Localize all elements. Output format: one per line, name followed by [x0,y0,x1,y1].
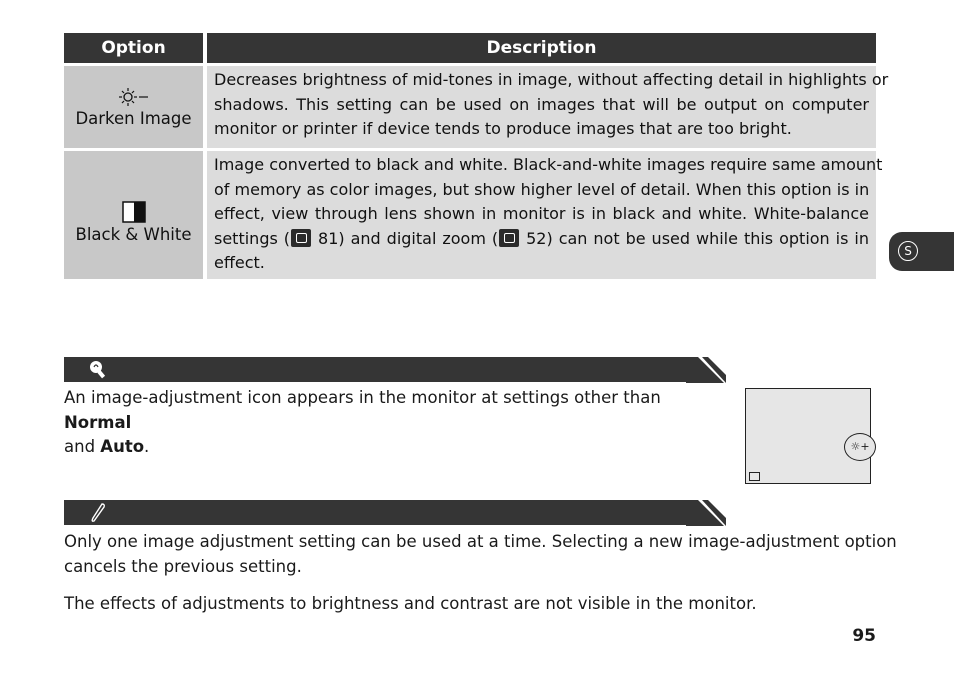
option-cell-darken-image [64,66,203,148]
tip-icon [88,359,110,385]
tip-section-bar [64,357,686,382]
tip-bar-end-stripes [686,357,726,383]
description-line: effect, view through lens shown in monitor is in black and white. White-balance [214,204,869,224]
page-reference-icon [499,229,519,247]
note-paragraph-2: The effects of adjustments to brightness and contrast are not visible in the monitor. [64,594,757,613]
page-number: 95 [852,626,876,646]
description-cell-black-white [207,151,883,279]
black-white-icon [122,201,146,225]
monitor-mode-icon [749,472,760,481]
note-paragraph-1: Only one image adjustment setting can be used at a time. Selecting a new image-adjustment option cancels the previous setting. [64,532,897,576]
description-line: shadows. This setting can be used on images that will be output on computer [214,94,869,114]
page-ref[interactable]: 52 [526,228,547,248]
shooting-menu-icon: S [898,241,918,261]
description-cell-darken-image [207,66,889,148]
description-line: of memory as color images, but show higher level of detail. When this option is in [214,179,870,199]
image-adjustment-indicator: ☼+ [844,433,876,461]
chapter-side-tab[interactable] [889,232,954,271]
page-ref[interactable]: 81 [318,228,339,248]
option-label: Darken Image [75,108,192,128]
option-cell-black-white [64,151,203,279]
option-column-header: Option [64,33,203,63]
description-line: Decreases brightness of mid-tones in image, without affecting detail in highlights or [214,70,889,89]
darken-image-icon [119,87,149,109]
auto-setting-label: Auto [100,437,145,456]
note-bar-end-stripes [686,500,726,526]
description-line: effect. [214,253,265,273]
description-column-header: Description [207,33,876,63]
description-line: monitor or printer if device tends to produce images that are too bright. [214,119,792,139]
normal-setting-label: Normal [64,412,132,432]
option-label: Black & White [75,224,192,244]
description-line: Image converted to black and white. Black-and-white images require same amount [214,155,883,174]
page-reference-icon [291,229,311,247]
description-line-with-references: settings ( 81) and digital zoom ( 52) can not be used while this option is in [214,228,870,248]
note-pencil-icon [88,502,108,528]
monitor-illustration [745,388,871,484]
tip-text: An image-adjustment icon appears in the monitor at settings other than Normal and Auto. [64,388,661,456]
note-section-bar [64,500,686,525]
